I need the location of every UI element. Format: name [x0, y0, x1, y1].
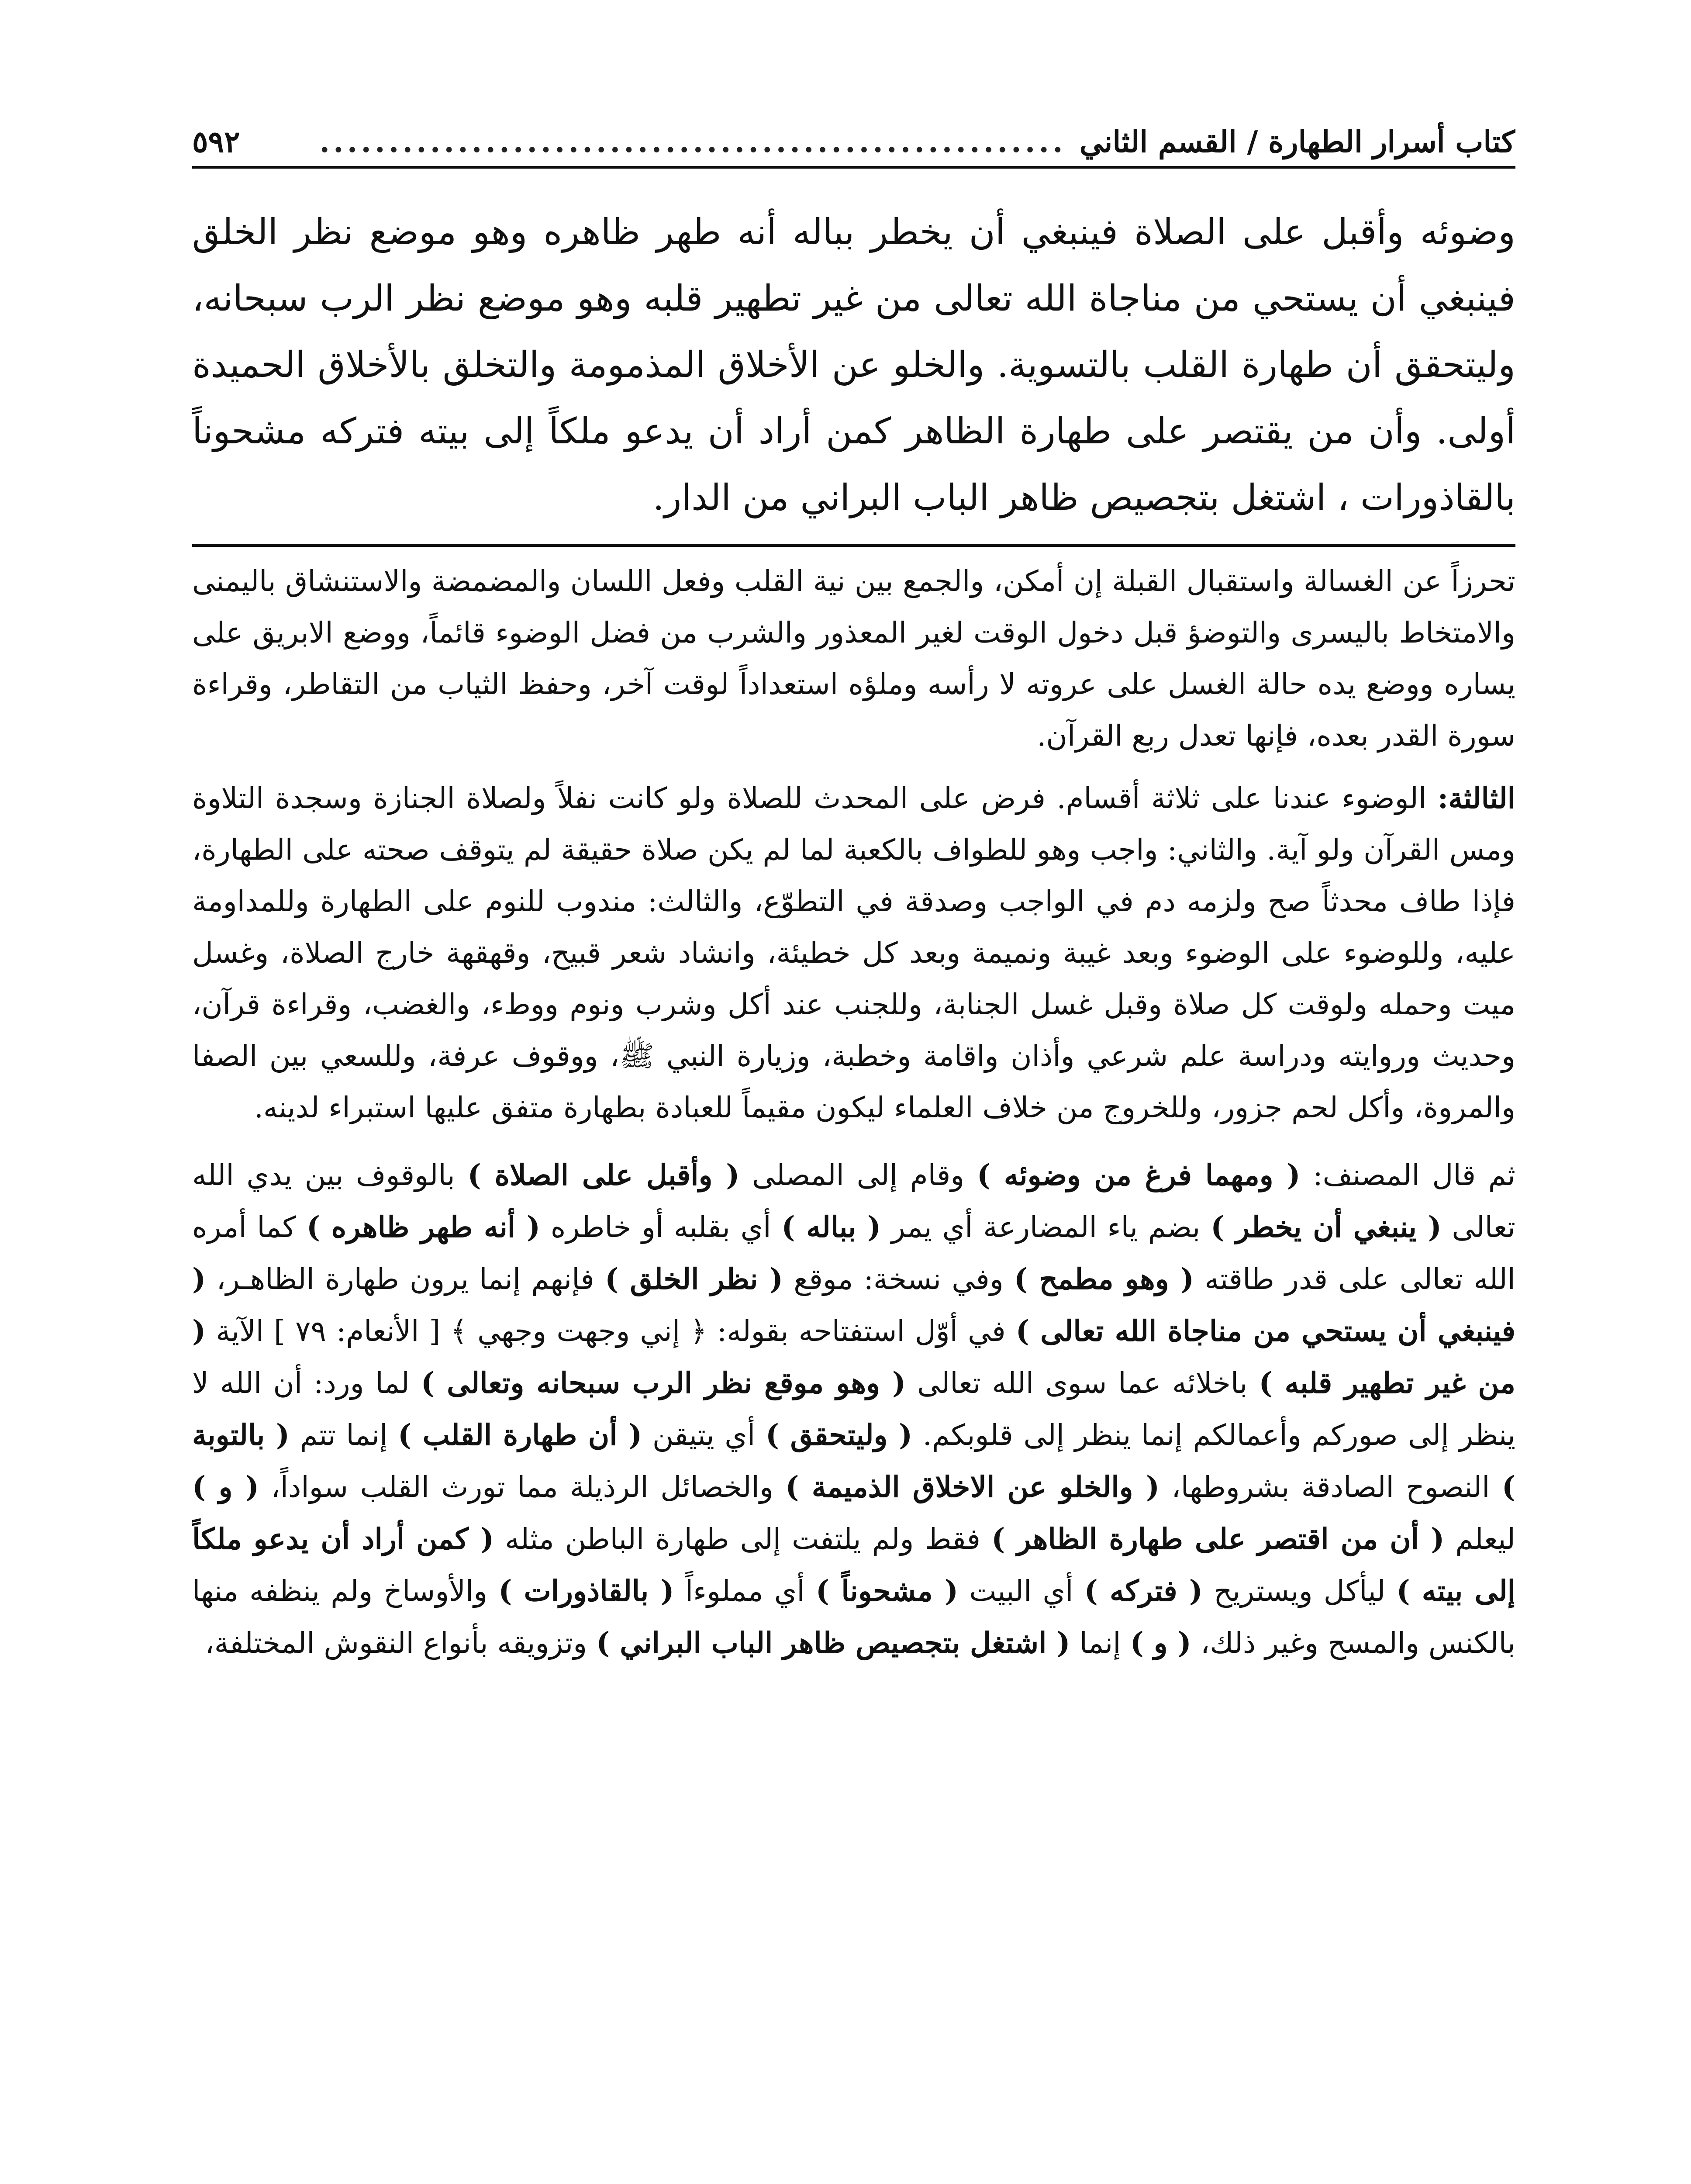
commentary-paragraph-1: تحرزاً عن الغسالة واستقبال القبلة إن أمكن، والجمع بين نية القلب وفعل اللسان والمضمضة والاستنشاق باليمنى والامتخاط باليسرى والتوضؤ قبل دخول الوقت لغير المعذور والشرب من فضل الوضوء قائماً، ووضع الابريق على يساره ووضع يده حالة الغسل على عروته لا رأسه وملؤه استعداداً لوقت آخر، وحفظ الثياب من التقاطر، وقراءة سورة القدر بعده، فإنها تعدل ربع القرآن. — [192, 564, 1515, 753]
commentary-text: وفي نسخة: موقع — [783, 1262, 1014, 1296]
commentary-text: كما أمره الله تعالى على قدر طاقته — [192, 1210, 1515, 1296]
quoted-matn: ( فتركه ) — [1084, 1574, 1203, 1608]
quoted-matn: ( و ) — [1130, 1626, 1191, 1660]
quoted-matn: ( فينبغي أن يستحي من مناجاة الله تعالى ) — [192, 1262, 1515, 1348]
commentary-text: ثم قال المصنف: — [1300, 1158, 1515, 1192]
commentary-text: باخلائه عما سوى الله تعالى — [906, 1366, 1259, 1400]
commentary-text: وقام إلى المصلى — [739, 1158, 977, 1192]
commentary-text: ليأكل ويستريح — [1203, 1574, 1397, 1608]
commentary-text: فقط ولم يلتفت إلى طهارة الباطن مثله — [494, 1522, 992, 1556]
commentary-text: في أوّل استفتاحه بقوله: ﴿ إني وجهت وجهي ﴾ [ الأنعام: ٧٩ ] الآية — [206, 1314, 1016, 1348]
quoted-matn: ( اشتغل بتجصيص ظاهر الباب البراني ) — [596, 1626, 1070, 1660]
commentary-text: وتزويقه بأنواع النقوش المختلفة، — [205, 1626, 597, 1660]
header-dot-leader: ...................................................... — [319, 124, 1066, 159]
page-number: ٥٩٢ — [192, 124, 240, 159]
quoted-matn: ( بالقاذورات ) — [498, 1574, 674, 1608]
commentary-paragraph-3 — [192, 1149, 1515, 1669]
commentary-text: فإنهم إنما يرون طهارة الظاهـر، — [206, 1262, 605, 1296]
commentary-text: بالوقوف بين يدي الله تعالى — [192, 1158, 1515, 1244]
book-page — [192, 118, 1515, 2184]
quoted-matn: ( أنه طهر ظاهره ) — [306, 1210, 541, 1244]
main-text — [192, 199, 1515, 531]
quoted-matn: ( بباله ) — [781, 1210, 881, 1244]
quoted-matn: ( وأقبل على الصلاة ) — [467, 1158, 740, 1192]
commentary-text: ليعلم — [1444, 1522, 1515, 1556]
quoted-matn: ( ومهما فرغ من وضوئه ) — [977, 1158, 1301, 1192]
running-header — [192, 118, 1515, 169]
quoted-matn: ( و ) — [192, 1470, 259, 1504]
quoted-matn: ( وهو موقع نظر الرب سبحانه وتعالى ) — [421, 1366, 906, 1400]
quoted-matn: ( أن طهارة القلب ) — [397, 1418, 642, 1452]
header-title: كتاب أسرار الطهارة / القسم الثاني — [1079, 124, 1515, 159]
quoted-matn: ( ينبغي أن يخطر ) — [1211, 1210, 1442, 1244]
quoted-matn: ( نظر الخلق ) — [605, 1262, 783, 1296]
quoted-matn: ( كمن أراد أن يدعو ملكاً إلى بيته ) — [192, 1522, 1515, 1608]
commentary-text: النصوح الصادقة بشروطها، — [1160, 1470, 1502, 1504]
quoted-matn: ( من غير تطهير قلبه ) — [192, 1314, 1515, 1400]
commentary-paragraph-2-text: الوضوء عندنا على ثلاثة أقسام. فرض على المحدث للصلاة ولو كانت نفلاً ولصلاة الجنازة وسجدة التلاوة ومس القرآن ولو آية. والثاني: واجب وهو للطواف بالكعبة لما لم يكن صلاة حقيقة لم يتوقف صحته على الطهارة، فإذا طاف محدثاً صح ولزمه دم في الواجب وصدقة في التطوّع، والثالث: مندوب للنوم على الطهارة وللمداومة عليه، وللوضوء على الوضوء وبعد غيبة ونميمة وبعد كل خطيئة، وانشاد شعر قبيح، وقهقهة خارج الصلاة، وغسل ميت وحمله ولوقت كل صلاة وقبل غسل الجنابة، وللجنب عند أكل وشرب ونوم ووطء، والغضب، وقراءة قرآن، وحديث وروايته ودراسة علم شرعي وأذان واقامة وخطبة، وزيارة النبي ﷺ، ووقوف عرفة، وللسعي بين الصفا والمروة، وأكل لحم جزور، وللخروج من خلاف العلماء ليكون مقيماً للعبادة بطهارة متفق عليها استبراء لدينه. — [192, 781, 1515, 1124]
quoted-matn: ( بالتوبة ) — [192, 1418, 1515, 1504]
commentary-text: إنما — [1070, 1626, 1130, 1660]
commentary-text: بضم ياء المضارعة أي يمر — [881, 1210, 1211, 1244]
commentary-paragraph-2 — [192, 772, 1515, 1133]
commentary-text: لما ورد: أن الله لا ينظر إلى صوركم وأعمالكم إنما ينظر إلى قلوبكم. — [192, 1366, 1515, 1452]
commentary-text: والأوساخ ولم ينظفه منها بالكنس والمسح وغير ذلك، — [192, 1574, 1515, 1660]
quoted-matn: ( وليتحقق ) — [765, 1418, 913, 1452]
commentary-text: أي البيت — [958, 1574, 1084, 1608]
quoted-matn: ( مشحوناً ) — [815, 1574, 959, 1608]
commentary — [192, 556, 1515, 1669]
quoted-matn: ( وهو مطمح ) — [1014, 1262, 1194, 1296]
commentary-text: والخصائل الرذيلة مما تورث القلب سواداً، — [259, 1470, 786, 1504]
section-lead: الثالثة: — [1437, 781, 1515, 815]
commentary-text: أي مملوءاً — [674, 1574, 816, 1608]
commentary-text: أي بقلبه أو خاطره — [540, 1210, 782, 1244]
commentary-text: أي يتيقن — [642, 1418, 766, 1452]
commentary-text: إنما تتم — [290, 1418, 398, 1452]
main-text-paragraph: وضوئه وأقبل على الصلاة فينبغي أن يخطر بباله أنه طهر ظاهره وهو موضع نظر الخلق فينبغي أن يستحي من مناجاة الله تعالى من غير تطهير قلبه وهو موضع نظر الرب سبحانه، وليتحقق أن طهارة القلب بالتسوية. والخلو عن الأخلاق المذمومة والتخلق بالأخلاق الحميدة أولى. وأن من يقتصر على طهارة الظاهر كمن أراد أن يدعو ملكاً إلى بيته فتركه مشحوناً بالقاذورات ، اشتغل بتجصيص ظاهر الباب البراني من الدار. — [192, 211, 1515, 518]
quoted-matn: ( والخلو عن الاخلاق الذميمة ) — [785, 1470, 1160, 1504]
quoted-matn: ( أن من اقتصر على طهارة الظاهر ) — [991, 1522, 1445, 1556]
separator-rule — [192, 544, 1515, 547]
